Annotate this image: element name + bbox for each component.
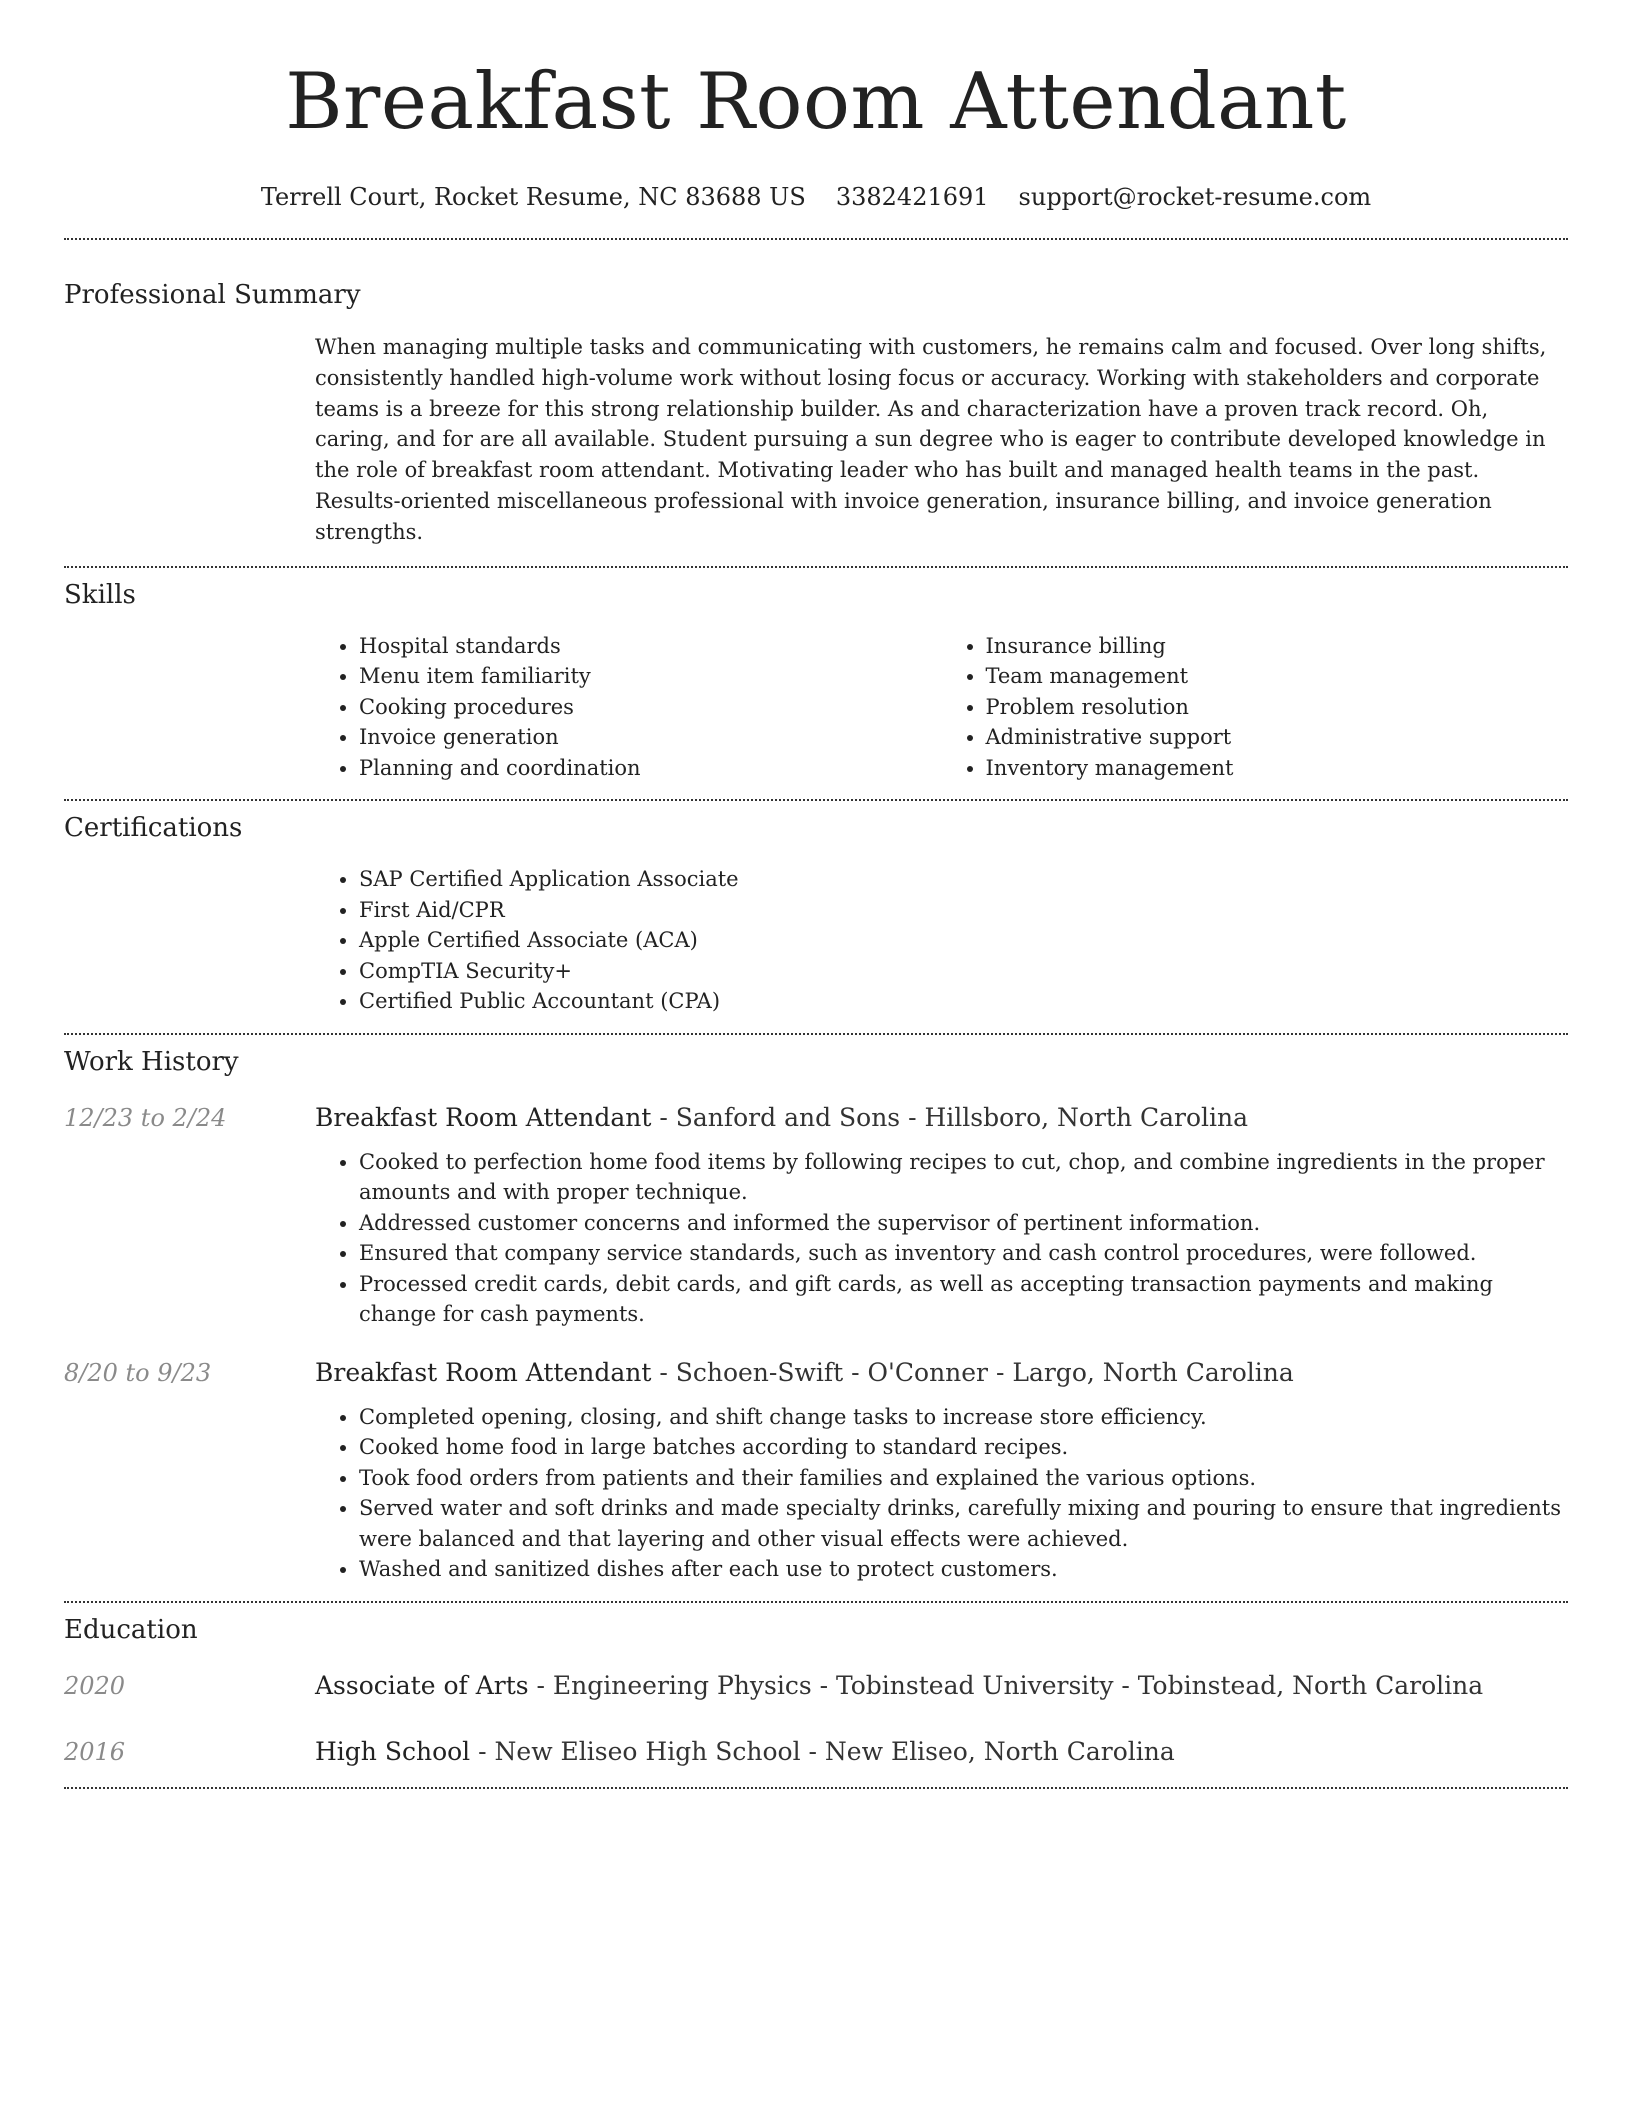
summary-section [64, 240, 1568, 566]
section-title-work: Work History [64, 1046, 239, 1077]
summary-text: When managing multiple tasks and communicating with customers, he remains calm and focused. Over long shifts, consistently handled high-volume work without losing focus or accuracy. Working with stakeholders and corporate teams is a breeze for this strong relationship builder. As and characterization have a proven track record. Oh, caring, and for are all available. Student pursuing a sun degree who is eager to contribute developed knowledge in the role of breakfast room attendant. Motivating leader who has built and managed health teams in the past. Results-oriented miscellaneous professional with invoice generation, insurance billing, and invoice generation strengths. [315, 335, 1547, 544]
list-item: • Planning and coordination [359, 753, 942, 784]
list-item: • Took food orders from patients and their families and explained the various options. [359, 1463, 1568, 1494]
job-bullets [315, 1147, 1568, 1330]
job-dates: 8/20 to 9/23 [64, 1358, 212, 1387]
education-year: 2016 [64, 1737, 126, 1766]
education-school: - New Eliseo High School - New Eliseo, North Carolina [470, 1736, 1175, 1766]
job-header [64, 1101, 1568, 1135]
education-title [315, 1735, 1175, 1769]
contact-email: support@rocket-resume.com [1018, 183, 1372, 211]
list-item: • Certified Public Accountant (CPA) [359, 986, 1568, 1017]
education-entry [64, 1735, 1568, 1769]
section-title-skills: Skills [64, 579, 136, 610]
list-item: • Inventory management [986, 753, 1569, 784]
list-item: • Problem resolution [986, 692, 1569, 723]
education-year: 2020 [64, 1671, 126, 1700]
list-item: • Hospital standards [359, 631, 942, 662]
list-item: • SAP Certified Application Associate [359, 864, 1568, 895]
skills-list-right [942, 631, 1569, 784]
section-title-certifications: Certifications [64, 813, 243, 844]
education-degree: Associate of Arts [315, 1670, 529, 1700]
work-section [64, 1035, 1568, 1601]
skills-grid [315, 631, 1568, 784]
list-item: • Served water and soft drinks and made specialty drinks, carefully mixing and pouring to ensure that ingredients were balanced and that layering and other visual effects were achieved. [359, 1493, 1568, 1554]
list-item: • Administrative support [986, 722, 1569, 753]
list-item: • Menu item familiarity [359, 661, 942, 692]
job-bullets [315, 1402, 1568, 1585]
job-body [315, 1147, 1568, 1330]
skills-list-left [315, 631, 942, 784]
list-item: • CompTIA Security+ [359, 956, 1568, 987]
list-item: • Washed and sanitized dishes after each use to protect customers. [359, 1554, 1568, 1585]
job-title [315, 1356, 1294, 1390]
list-item: • Cooking procedures [359, 692, 942, 723]
job-header [64, 1356, 1568, 1390]
certifications-body [315, 864, 1568, 1017]
job-employer: - Schoen-Swift - O'Conner - Largo, North Carolina [651, 1357, 1294, 1387]
list-item: • Apple Certified Associate (ACA) [359, 925, 1568, 956]
list-item: • Cooked to perfection home food items by following recipes to cut, chop, and combine ingredients in the proper amounts and with proper technique. [359, 1147, 1568, 1208]
list-item: • First Aid/CPR [359, 895, 1568, 926]
divider [64, 1787, 1568, 1789]
certifications-list [315, 864, 1568, 1017]
job-entry [64, 1356, 1568, 1585]
section-title-education: Education [64, 1614, 198, 1645]
job-entry [64, 1101, 1568, 1330]
contact-address: Terrell Court, Rocket Resume, NC 83688 US [260, 183, 806, 211]
contact-line [64, 180, 1568, 214]
section-title-summary: Professional Summary [64, 280, 361, 310]
job-body [315, 1402, 1568, 1585]
job-dates: 12/23 to 2/24 [64, 1103, 227, 1132]
list-item: • Team management [986, 661, 1569, 692]
list-item: • Processed credit cards, debit cards, and gift cards, as well as accepting transaction payments and making change for cash payments. [359, 1269, 1568, 1330]
education-degree: High School [315, 1736, 471, 1766]
job-role: Breakfast Room Attendant [315, 1357, 652, 1387]
list-item: • Addressed customer concerns and informed the supervisor of pertinent information. [359, 1208, 1568, 1239]
job-role: Breakfast Room Attendant [315, 1102, 652, 1132]
job-title [315, 1101, 1248, 1135]
list-item: • Insurance billing [986, 631, 1569, 662]
list-item: • Invoice generation [359, 722, 942, 753]
education-school: - Engineering Physics - Tobinstead University - Tobinstead, North Carolina [528, 1670, 1484, 1700]
summary-body [315, 332, 1568, 548]
candidate-name: Breakfast Room Attendant [285, 57, 1347, 147]
education-section [64, 1603, 1568, 1787]
education-title [315, 1669, 1483, 1703]
education-entry [64, 1669, 1568, 1703]
job-employer: - Sanford and Sons - Hillsboro, North Carolina [651, 1102, 1249, 1132]
list-item: • Cooked home food in large batches according to standard recipes. [359, 1432, 1568, 1463]
contact-phone: 3382421691 [835, 183, 989, 211]
list-item: • Completed opening, closing, and shift change tasks to increase store efficiency. [359, 1402, 1568, 1433]
skills-section [64, 568, 1568, 800]
certifications-section [64, 801, 1568, 1033]
list-item: • Ensured that company service standards, such as inventory and cash control procedures, were followed. [359, 1238, 1568, 1269]
